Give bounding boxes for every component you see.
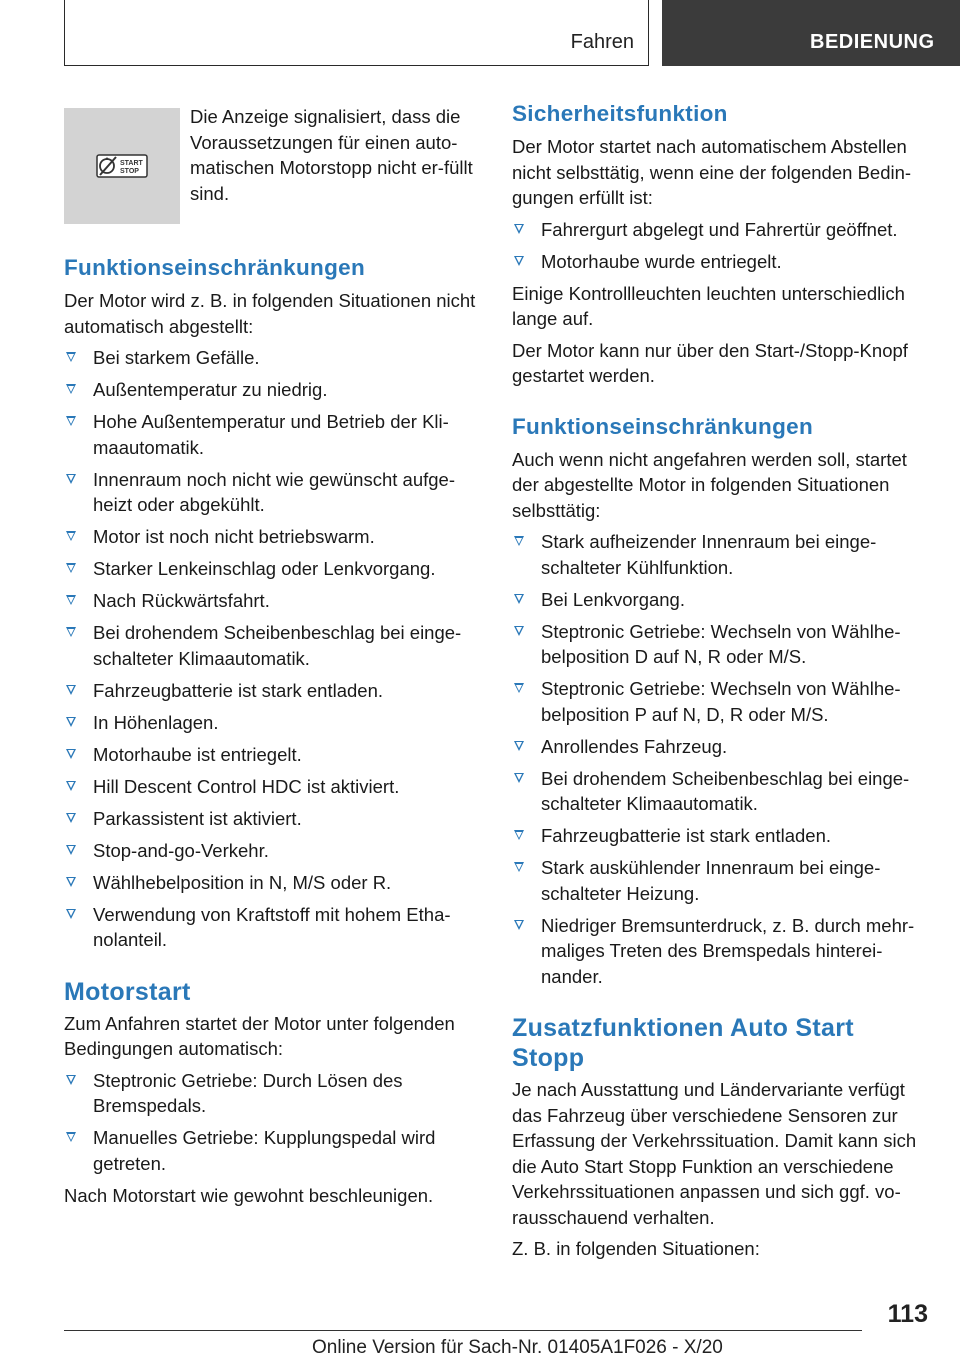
- bullet-triangle-icon: [514, 773, 524, 783]
- bullet-triangle-icon: [514, 594, 524, 604]
- bullet-triangle-icon: [514, 862, 524, 872]
- list-item: Steptronic Getriebe: Durch Lösen des Bremspedals.: [64, 1068, 484, 1119]
- bullet-triangle-icon: [66, 384, 76, 394]
- bullet-triangle-icon: [66, 531, 76, 541]
- list-limits-right: [512, 529, 932, 989]
- bullet-triangle-icon: [66, 1132, 76, 1142]
- text-safety-p1: Einige Kontrollleuchten leuchten unterschiedlich lange auf.: [512, 282, 905, 329]
- section-motorstart: [64, 977, 484, 1209]
- text-motorstart-after: Nach Motorstart wie gewohnt beschleunigen.: [64, 1184, 434, 1206]
- header-chapter-box: [64, 0, 649, 66]
- list-item: Motor ist noch nicht betriebswarm.: [64, 524, 484, 550]
- heading-limits-right: Funktionseinschränkungen: [512, 413, 813, 439]
- bullet-triangle-icon: [514, 536, 524, 546]
- list-item: Steptronic Getriebe: Wechseln von Wählhe-belposition P auf N, D, R oder M/S.: [512, 676, 932, 727]
- text-extra-p2: Z. B. in folgenden Situationen:: [512, 1238, 760, 1259]
- heading-motorstart: Motorstart: [64, 977, 191, 1006]
- auto-start-stop-crossed-icon: [96, 154, 148, 178]
- list-item: Fahrzeugbatterie ist stark entladen.: [512, 823, 932, 849]
- header-chapter: Fahren: [570, 31, 634, 53]
- list-item: Hill Descent Control HDC ist aktiviert.: [64, 774, 484, 800]
- list-item: Hohe Außentemperatur und Betrieb der Kli-maautomatik.: [64, 409, 484, 460]
- section-extra-functions: [512, 1013, 932, 1262]
- bullet-triangle-icon: [514, 626, 524, 636]
- list-item: Fahrzeugbatterie ist stark entladen.: [64, 678, 484, 704]
- bullet-triangle-icon: [66, 627, 76, 637]
- list-item: Verwendung von Kraftstoff mit hohem Etha-nolanteil.: [64, 902, 484, 953]
- bullet-triangle-icon: [66, 845, 76, 855]
- list-item: Starker Lenkeinschlag oder Lenkvorgang.: [64, 556, 484, 582]
- bullet-triangle-icon: [514, 920, 524, 930]
- list-safety: [512, 217, 932, 275]
- text-extra-p1: Je nach Ausstattung und Ländervariante verfügt das Fahrzeug über verschiedene Sensoren zur Erfassung der Verkehrssituation. Damit kann sich die Auto Start Stopp Funktion an verschiedene Verkehrssituationen anpassen und sich ggf. vo-rausschauend verhalten.: [512, 1079, 917, 1228]
- list-item: Bei Lenkvorgang.: [512, 587, 932, 613]
- icon-text-start: START: [120, 160, 143, 167]
- list-item: Nach Rückwärtsfahrt.: [64, 588, 484, 614]
- list-item: Stark auskühlender Innenraum bei einge-schalteter Heizung.: [512, 855, 932, 906]
- list-item: In Höhenlagen.: [64, 710, 484, 736]
- header-section: BEDIENUNG: [810, 31, 935, 53]
- header-section-box: [662, 0, 960, 66]
- list-limits-left: [64, 345, 484, 953]
- list-item: Manuelles Getriebe: Kupplungspedal wird getreten.: [64, 1125, 484, 1176]
- text-safety-p2: Der Motor kann nur über den Start-/Stopp-Knopf gestartet werden.: [512, 339, 908, 386]
- list-item: Steptronic Getriebe: Wechseln von Wählhe-belposition D auf N, R oder M/S.: [512, 619, 932, 670]
- text-limits-right: Auch wenn nicht angefahren werden soll, startet der abgestellte Motor in folgenden Situationen selbsttätig:: [512, 448, 907, 521]
- list-item: Fahrergurt abgelegt und Fahrertür geöffnet.: [512, 217, 932, 243]
- bullet-triangle-icon: [66, 877, 76, 887]
- list-item: Wählhebelposition in N, M/S oder R.: [64, 870, 484, 896]
- text-safety: Der Motor startet nach automatischem Abstellen nicht selbsttätig, wenn eine der folgenden Bedin-gungen erfüllt ist:: [512, 136, 912, 208]
- bullet-triangle-icon: [66, 813, 76, 823]
- text-motorstart: Zum Anfahren startet der Motor unter folgenden Bedingungen automatisch:: [64, 1012, 455, 1059]
- footer-divider: [64, 1330, 862, 1331]
- right-column: [512, 100, 932, 1268]
- heading-safety: Sicherheitsfunktion: [512, 101, 728, 126]
- indicator-image: [64, 108, 180, 224]
- bullet-triangle-icon: [66, 749, 76, 759]
- list-item: Stop-and-go-Verkehr.: [64, 838, 484, 864]
- list-item: Stark aufheizender Innenraum bei einge-schalteter Kühlfunktion.: [512, 529, 932, 580]
- bullet-triangle-icon: [66, 595, 76, 605]
- list-item: Außentemperatur zu niedrig.: [64, 377, 484, 403]
- bullet-triangle-icon: [514, 683, 524, 693]
- bullet-triangle-icon: [66, 781, 76, 791]
- left-column: [64, 100, 484, 1214]
- text-limits-left: Der Motor wird z. B. in folgenden Situationen nicht automatisch abgestellt:: [64, 290, 476, 337]
- list-item: Motorhaube wurde entriegelt.: [512, 249, 932, 275]
- page-number: 113: [887, 1300, 928, 1328]
- bullet-triangle-icon: [66, 474, 76, 484]
- list-item: Bei starkem Gefälle.: [64, 345, 484, 371]
- list-item: Parkassistent ist aktiviert.: [64, 806, 484, 832]
- bullet-triangle-icon: [514, 830, 524, 840]
- footer-text: Online Version für Sach-Nr. 01405A1F026 - X/20: [312, 1337, 723, 1358]
- bullet-triangle-icon: [514, 741, 524, 751]
- indicator-intro: [64, 100, 484, 224]
- bullet-triangle-icon: [66, 685, 76, 695]
- icon-text-stop: STOP: [120, 168, 139, 175]
- bullet-triangle-icon: [514, 256, 524, 266]
- bullet-triangle-icon: [66, 909, 76, 919]
- bullet-triangle-icon: [66, 352, 76, 362]
- heading-extra-functions: Zusatzfunktionen Auto Start Stopp: [512, 1014, 854, 1072]
- list-item: Bei drohendem Scheibenbeschlag bei einge-schalteter Klimaautomatik.: [64, 620, 484, 671]
- section-limits-right: [512, 413, 932, 990]
- list-item: Innenraum noch nicht wie gewünscht aufge-heizt oder abgekühlt.: [64, 467, 484, 518]
- list-item: Niedriger Bremsunterdruck, z. B. durch mehr-maliges Treten des Bremspedals hinterei-nander.: [512, 913, 932, 990]
- heading-limits-left: Funktionseinschränkungen: [64, 255, 365, 280]
- indicator-description: Die Anzeige signalisiert, dass die Voraussetzungen für einen auto-matischen Motorstopp nicht er-füllt sind.: [190, 106, 473, 204]
- list-item: Bei drohendem Scheibenbeschlag bei einge-schalteter Klimaautomatik.: [512, 766, 932, 817]
- list-item: Motorhaube ist entriegelt.: [64, 742, 484, 768]
- bullet-triangle-icon: [66, 1075, 76, 1085]
- bullet-triangle-icon: [514, 224, 524, 234]
- section-safety: [512, 100, 932, 389]
- bullet-triangle-icon: [66, 416, 76, 426]
- bullet-triangle-icon: [66, 563, 76, 573]
- list-motorstart: [64, 1068, 484, 1177]
- section-limits-left: [64, 254, 484, 953]
- list-item: Anrollendes Fahrzeug.: [512, 734, 932, 760]
- bullet-triangle-icon: [66, 717, 76, 727]
